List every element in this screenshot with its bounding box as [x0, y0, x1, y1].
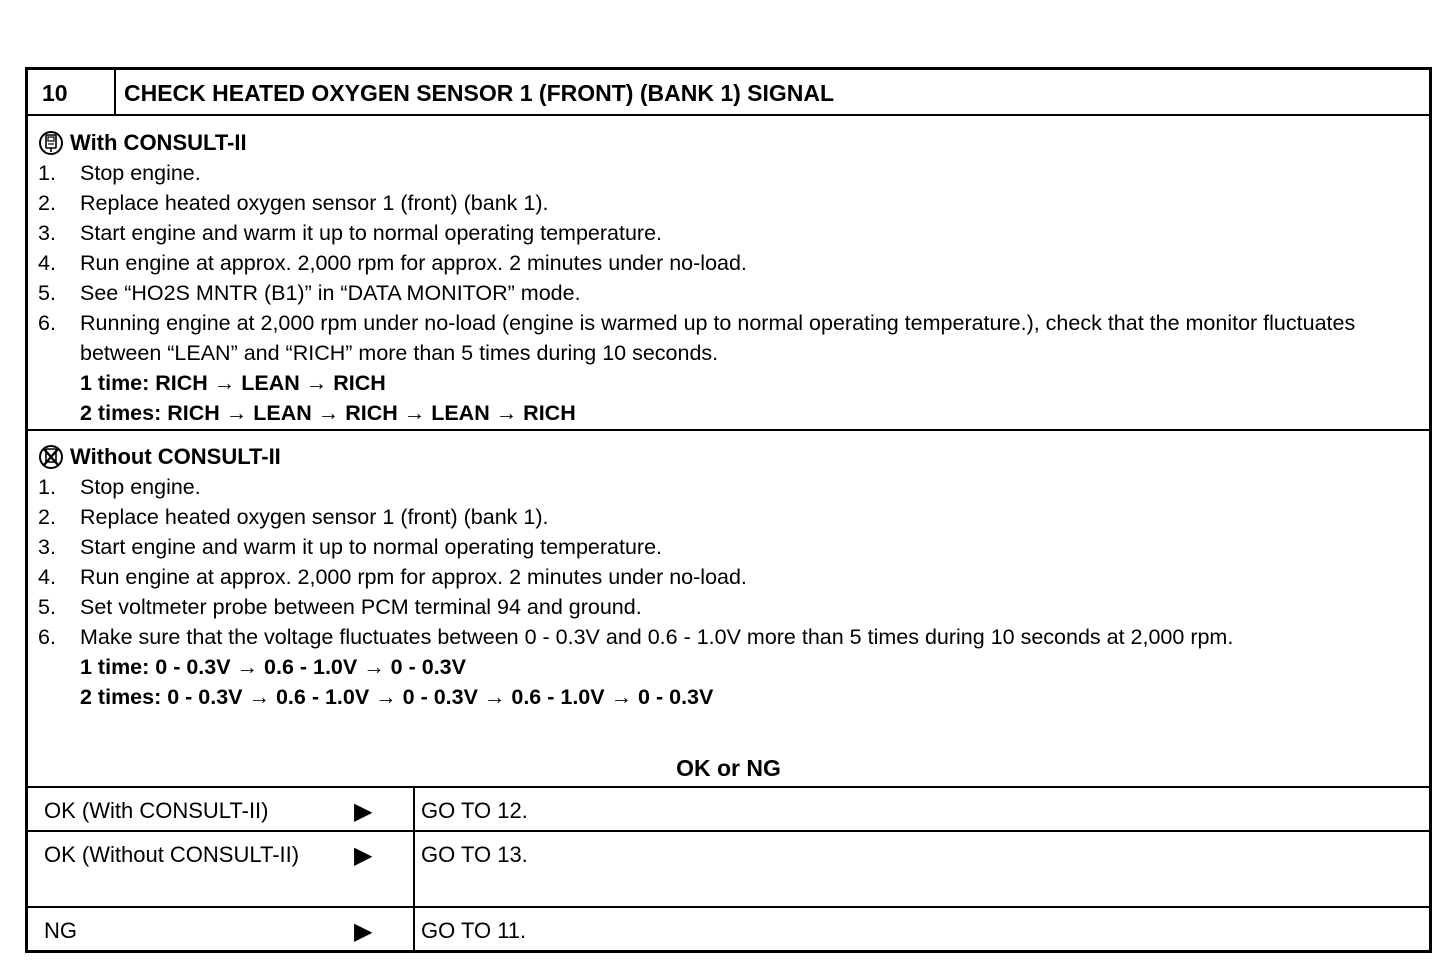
consult-icon	[38, 130, 64, 156]
with-consult-title: With CONSULT-II	[70, 130, 247, 155]
right-arrow-icon: ▶	[354, 842, 373, 869]
procedure-table	[25, 67, 1432, 953]
result-condition: OK (With CONSULT-II)	[44, 798, 269, 823]
without-consult-steps	[38, 472, 1419, 652]
with-consult-heading	[38, 128, 1419, 158]
right-arrow-icon: ▶	[354, 798, 373, 825]
result-table	[28, 786, 1429, 952]
list-item: 3. Start engine and warm it up to normal operating temperature.	[38, 221, 663, 245]
list-item: 1. Stop engine.	[38, 161, 201, 185]
list-item: 5. Set voltmeter probe between PCM terminal 94 and ground.	[38, 595, 642, 619]
result-action: GO TO 13.	[413, 832, 528, 906]
example-two-times: 2 times: RICH → LEAN → RICH → LEAN → RICH	[80, 401, 576, 425]
list-item: 1. Stop engine.	[38, 475, 201, 499]
section-divider	[28, 429, 1429, 431]
example-two-times: 2 times: 0 - 0.3V → 0.6 - 1.0V → 0 - 0.3V → 0.6 - 1.0V → 0 - 0.3V	[80, 685, 714, 709]
result-action: GO TO 11.	[413, 908, 526, 952]
list-item: 4. Run engine at approx. 2,000 rpm for approx. 2 minutes under no-load.	[38, 565, 747, 589]
list-item: 5. See “HO2S MNTR (B1)” in “DATA MONITOR” mode.	[38, 281, 581, 305]
step-header	[28, 70, 1429, 116]
list-item: 6. Make sure that the voltage fluctuates between 0 - 0.3V and 0.6 - 1.0V more than 5 times during 10 seconds at 2,000 rpm.	[38, 625, 1234, 649]
step-title: CHECK HEATED OXYGEN SENSOR 1 (FRONT) (BANK 1) SIGNAL	[124, 80, 835, 106]
with-consult-steps	[38, 158, 1419, 368]
list-item: 2. Replace heated oxygen sensor 1 (front) (bank 1).	[38, 505, 549, 529]
ok-or-ng-label: OK or NG	[676, 755, 781, 781]
result-condition: OK (Without CONSULT-II)	[44, 842, 300, 867]
without-consult-section	[38, 442, 1419, 712]
right-arrow-icon: ▶	[354, 918, 373, 945]
table-row	[28, 832, 1429, 908]
table-row	[28, 908, 1429, 952]
without-consult-title: Without CONSULT-II	[70, 444, 281, 469]
table-row	[28, 788, 1429, 832]
without-consult-heading	[38, 442, 1419, 472]
example-one-time: 1 time: RICH → LEAN → RICH	[80, 371, 386, 395]
result-action: GO TO 12.	[413, 788, 528, 830]
list-item: 6. Running engine at 2,000 rpm under no-load (engine is warmed up to normal operating temperature.), check that the monitor fluctuates between “LEAN” and “RICH” more than 5 times during 10 seconds.	[38, 311, 1356, 365]
list-item: 2. Replace heated oxygen sensor 1 (front) (bank 1).	[38, 191, 549, 215]
with-consult-section	[38, 128, 1419, 428]
step-number: 10	[28, 70, 116, 114]
result-condition: NG	[44, 918, 77, 943]
example-one-time: 1 time: 0 - 0.3V → 0.6 - 1.0V → 0 - 0.3V	[80, 655, 466, 679]
list-item: 3. Start engine and warm it up to normal operating temperature.	[38, 535, 663, 559]
no-consult-icon	[38, 444, 64, 470]
list-item: 4. Run engine at approx. 2,000 rpm for approx. 2 minutes under no-load.	[38, 251, 747, 275]
